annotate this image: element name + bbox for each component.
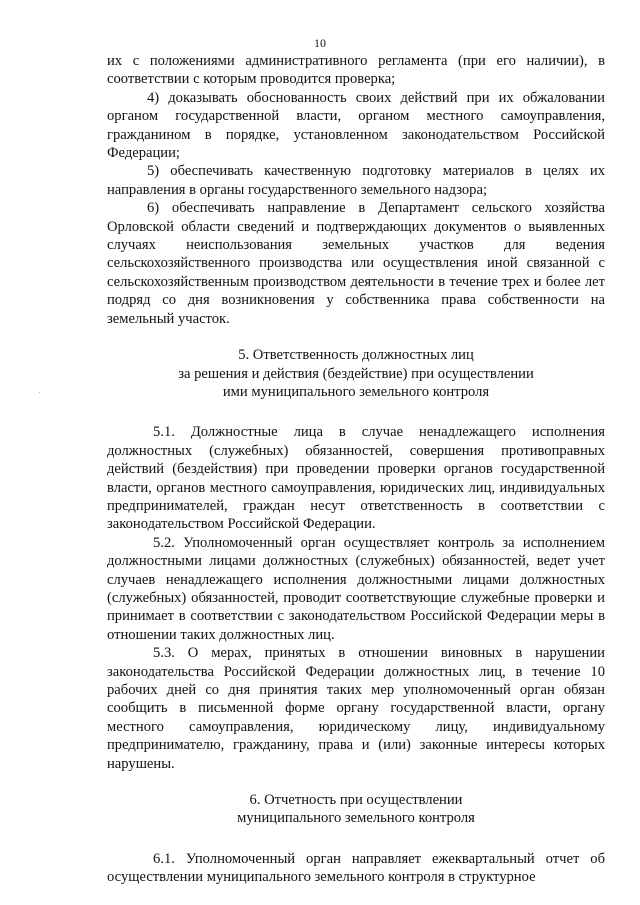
- page-number: 10: [314, 36, 326, 50]
- section-5-heading-line-1: 5. Ответственность должностных лиц: [238, 347, 474, 364]
- scan-margin-mark: [39, 392, 40, 393]
- paragraph-item-5: 5) обеспечивать качественную подготовку материалов в целях их направления в органы государственного земельного надзора;: [107, 163, 605, 198]
- paragraph-item-6: 6) обеспечивать направление в Департамент сельского хозяйства Орловской области сведений и подтверждающих документов о выявленных случаях неиспользования земельных участков для ведения сельскохозяйственного производства или осуществления иной связанной с сельскохозяйственным производством деятельности в течение трех и более лет подряд со дня возникновения у собственника права собственности на земельный участок.: [107, 200, 605, 327]
- section-6-heading-line-2: муниципального земельного контроля: [237, 810, 475, 827]
- section-6-heading: [107, 791, 605, 828]
- document-body: [107, 52, 605, 887]
- paragraph-continuation: их с положениями административного регламента (при его наличии), в соответствии с которым проводится проверка;: [107, 53, 605, 88]
- paragraph-5-1: 5.1. Должностные лица в случае ненадлежащего исполнения должностных (служебных) обязанностей, совершения противоправных действий (бездействия) при проведении проверки органов государственной власти, органов местного самоуправления, юридических лиц, индивидуальных предпринимателей, граждан несут ответственность в соответствии с законодательством Российской Федерации.: [107, 424, 605, 533]
- section-5-heading-line-2: за решения и действия (бездействие) при осуществлении: [178, 365, 534, 382]
- section-5-heading-line-3: ими муниципального земельного контроля: [222, 383, 490, 400]
- paragraph-item-4: 4) доказывать обоснованность своих действий при их обжаловании органом государственной власти, органом местного самоуправления, гражданином в порядке, установленном законодательством Российской Федерации;: [107, 89, 605, 162]
- paragraph-5-2: 5.2. Уполномоченный орган осуществляет контроль за исполнением должностными лицами должностных (служебных) обязанностей, ведет учет случаев ненадлежащего исполнения должностными лицами должностных (служебных) обязанностей, проводит соответствующие служебные проверки и принимает в соответствии с законодательством Российской Федерации меры в отношении таких должностных лиц.: [107, 534, 605, 643]
- section-5-heading: [107, 346, 605, 401]
- paragraph-6-1: 6.1. Уполномоченный орган направляет ежеквартальный отчет об осуществлении муниципального земельного контроля в структурное: [107, 850, 605, 886]
- section-6-heading-line-1: 6. Отчетность при осуществлении: [249, 792, 463, 809]
- paragraph-5-3: 5.3. О мерах, принятых в отношении виновных в нарушении законодательства Российской Федерации должностных лиц, в течение 10 рабочих дней со дня принятия таких мер уполномоченный орган обязан сообщить в письменной форме органу государственной власти, органу местного самоуправления, юридическому лицу, индивидуальному предпринимателю, гражданину, права и (или) законные интересы которых нарушены.: [107, 645, 605, 772]
